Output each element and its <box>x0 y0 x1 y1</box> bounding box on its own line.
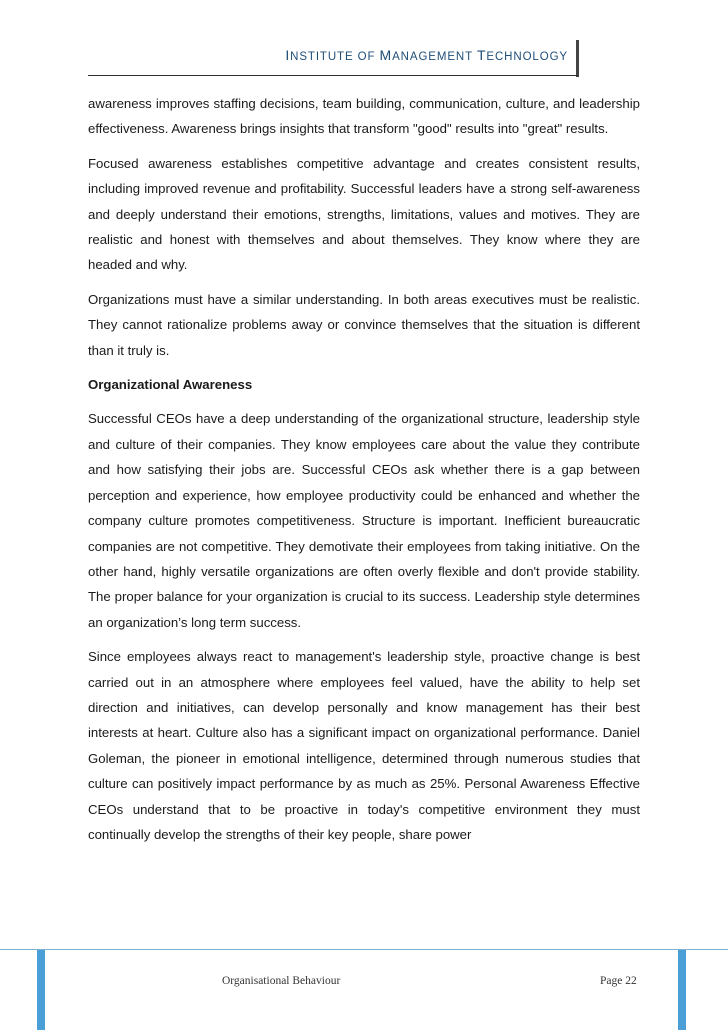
header-word: INSTITUTE <box>285 47 354 63</box>
footer-divider <box>0 949 728 950</box>
page-number: Page 22 <box>600 975 637 987</box>
header-rule <box>88 75 578 76</box>
section-heading: Organizational Awareness <box>88 377 253 393</box>
paragraph: Organizations must have a similar understanding. In both areas executives must be realistic. They cannot rationalize problems away or convince themselves that the situation is different than it truly is. <box>88 291 640 358</box>
header-word: TECHNOLOGY <box>476 47 568 63</box>
header-title <box>200 47 568 63</box>
footer-left-bar <box>37 950 45 1030</box>
page-body <box>88 91 640 856</box>
paragraph: Since employees always react to management's leadership style, proactive change is best carried out in an atmosphere where employees feel valued, have the ability to help set direction and initiatives, can develop personally and know management has their best interests at heart. Culture also has a significant impact on organizational performance. Daniel Goleman, the pioneer in emotional intelligence, determined through numerous studies that culture can positively impact performance by as much as 25%. Personal Awareness Effective CEOs understand that to be proactive in today's competitive environment they must continually develop the strengths of their key people, share power <box>88 649 640 842</box>
paragraph: Focused awareness establishes competitive advantage and creates consistent results, including improved revenue and profitability. Successful leaders have a strong self-awareness and deeply understand their emotions, strengths, limitations, values and motives. They are realistic and honest with themselves and about themselves. They know where they are headed and why. <box>88 155 640 273</box>
header-word: OF <box>357 51 376 63</box>
footer-right-bar <box>678 950 686 1030</box>
header-vertical-bar <box>576 40 579 77</box>
paragraph: Successful CEOs have a deep understanding of the organizational structure, leadership style and culture of their companies. They know employees care about the value they contribute and how satisfying their jobs are. Successful CEOs ask whether there is a gap between perception and experience, how employee productivity could be enhanced and whether the company culture promotes competitiveness. Structure is important. Inefficient bureaucratic companies are not competitive. They demotivate their employees from taking initiative. On the other hand, highly versatile organizations are often overly flexible and don't provide stability. The proper balance for your organization is crucial to its success. Leadership style determines an organization’s long term success. <box>88 411 640 630</box>
page-header <box>0 0 728 84</box>
paragraph: awareness improves staffing decisions, team building, communication, culture, and leadership effectiveness. Awareness brings insights that transform "good" results into "great" results. <box>88 96 640 137</box>
footer-subject: Organisational Behaviour <box>222 975 341 987</box>
header-word: MANAGEMENT <box>379 47 473 63</box>
